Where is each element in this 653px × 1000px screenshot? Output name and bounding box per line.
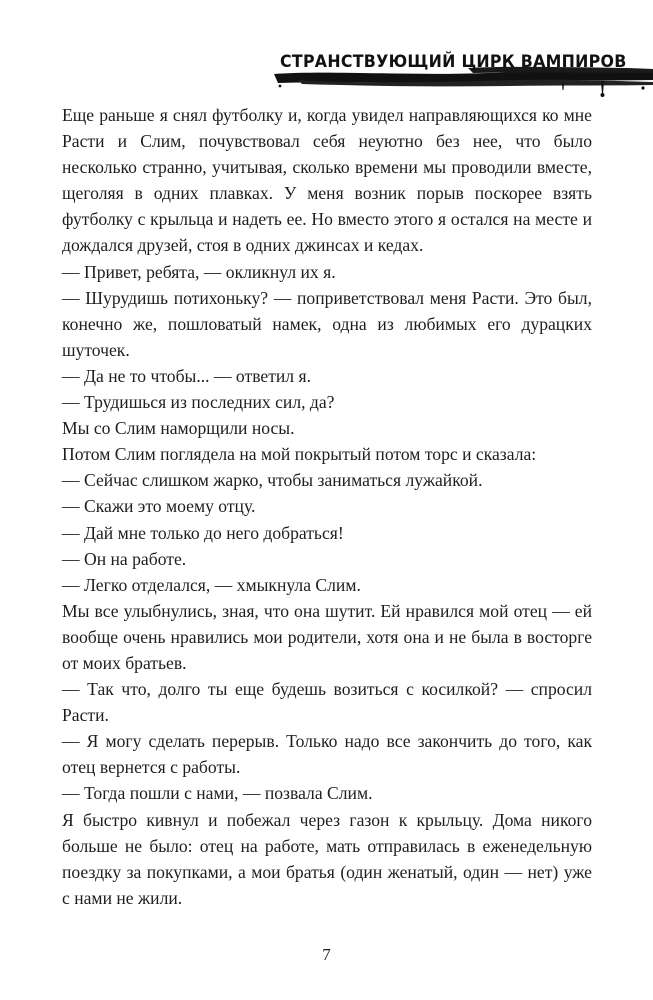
paragraph: — Привет, ребята, — окликнул их я. xyxy=(62,261,336,282)
running-header-title: СТРАНСТВУЮЩИЙ ЦИРК ВАМПИРОВ xyxy=(280,52,627,72)
paragraph: — Трудишься из последних сил, да? xyxy=(62,392,335,413)
paragraph: Я быстро кивнул и побежал через газон к крыльцу. Дома никого больше не было: отец на работе, мать отправилась в еженедельную поездку за покупками, а мои братья (один женатый, один — нет) уже с нами не жили. xyxy=(62,809,592,908)
paragraph: — Легко отделался, — хмыкнула Слим. xyxy=(62,574,361,595)
paragraph: Еще раньше я снял футболку и, когда увидел направляющихся ко мне Расти и Слим, почувствовал себя неуютно без нее, что было несколько странно, учитывая, сколько времени мы проводили вместе, щеголяя в одних плавках. У меня возник порыв поскорее взять футболку с крыльца и надеть ее. Но вместо этого я остался на месте и дождался друзей, стоя в одних джинсах и кедах. xyxy=(62,105,592,256)
paragraph: — Да не то чтобы... — ответил я. xyxy=(62,365,311,386)
paragraph: — Так что, долго ты еще будешь возиться с косилкой? — спросил Расти. xyxy=(62,679,592,726)
paragraph: Мы все улыбнулись, зная, что она шутит. Ей нравился мой отец — ей вообще очень нравились мои родители, хотя она и не была в восторге от моих братьев. xyxy=(62,600,592,673)
paragraph: — Шурудишь потихоньку? — поприветствовал меня Расти. Это был, конечно же, пошловатый намек, одна из любимых его дурацких шуточек. xyxy=(62,287,592,360)
running-header xyxy=(268,40,653,100)
paragraph: — Сейчас слишком жарко, чтобы заниматься лужайкой. xyxy=(62,470,483,491)
paragraph: — Тогда пошли с нами, — позвала Слим. xyxy=(62,783,373,804)
page-number: 7 xyxy=(322,945,331,964)
paragraph: Потом Слим поглядела на мой покрытый потом торс и сказала: xyxy=(62,444,537,465)
paragraph: — Он на работе. xyxy=(62,548,187,569)
page-body xyxy=(62,102,592,911)
paragraph: — Я могу сделать перерыв. Только надо все закончить до того, как отец вернется с работы. xyxy=(62,731,592,778)
paragraph: Мы со Слим наморщили носы. xyxy=(62,418,295,439)
paragraph: — Скажи это моему отцу. xyxy=(62,496,256,517)
paragraph: — Дай мне только до него добраться! xyxy=(62,522,344,543)
